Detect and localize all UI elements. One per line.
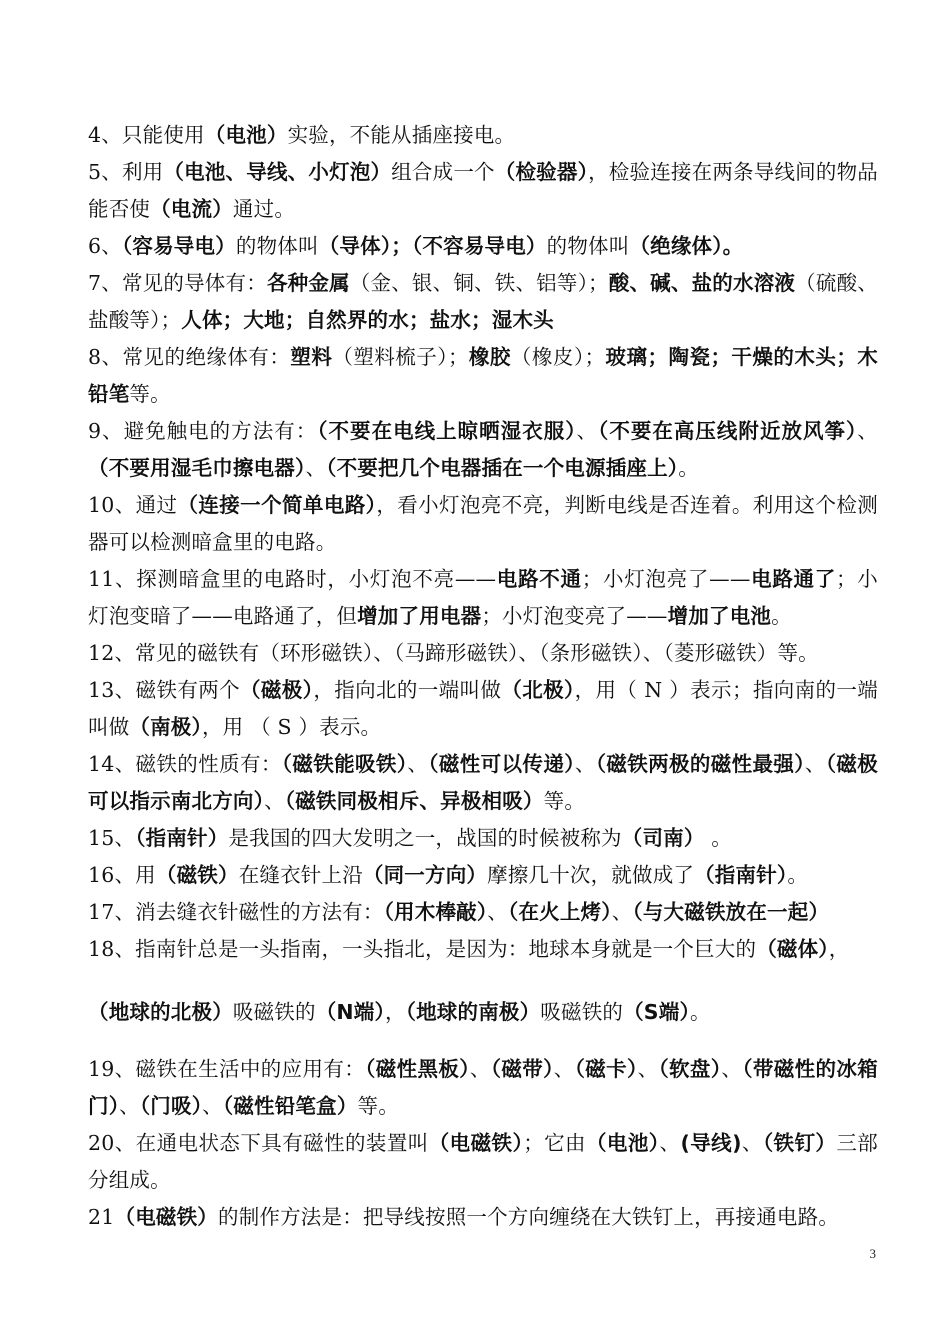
paragraph-15 <box>88 820 878 857</box>
text-run: 的物体叫 <box>546 234 630 258</box>
document-body <box>88 117 878 1236</box>
paragraph-11 <box>88 561 878 635</box>
bold-text: （容易导电） <box>121 234 236 258</box>
text-run: ，看小灯泡亮不亮，判断电线是否连着。利用这个检测器可以检测暗盒里的电路。 <box>88 493 878 554</box>
text-run: （金、银、铜、铁、铝等）； <box>349 271 609 295</box>
paragraph-13 <box>88 672 878 746</box>
text-run: 、 <box>305 456 327 480</box>
text-run: ，用（ N ）表示；指向南的一端叫做 <box>88 678 878 739</box>
bold-text: （南极） <box>129 715 202 739</box>
text-run: 在缝衣针上沿 <box>238 863 363 887</box>
bold-text: （在火上烤） <box>508 900 612 924</box>
text-run: 。 <box>771 604 792 628</box>
text-run: 吸磁铁的 <box>232 1000 316 1024</box>
text-run: ；小灯泡变亮了—— <box>481 604 668 628</box>
bold-text: （导体）；（不容易导电） <box>318 234 547 258</box>
text-run: 的物体叫 <box>235 234 319 258</box>
paragraph-6 <box>88 228 878 265</box>
text-run: 、 <box>202 1094 223 1118</box>
bold-text: 人体；大地；自然界的水；盐水；湿木头 <box>181 308 554 332</box>
bold-text: （电池） <box>586 1131 660 1155</box>
paragraph-9 <box>88 413 878 487</box>
text-run: 摩擦几十次，就做成了 <box>487 863 695 887</box>
text-run: ；小灯泡变暗了——电路通了，但 <box>88 567 878 628</box>
bold-text: （不要在电线上晾晒湿衣服） <box>317 419 577 443</box>
bold-text: （用木棒敲） <box>383 900 488 924</box>
text-run: 、 <box>741 1131 763 1155</box>
bold-text: （磁带） <box>490 1057 554 1081</box>
bold-text: （磁体） <box>756 937 829 961</box>
bold-text: （带磁性的冰箱门） <box>88 1057 878 1118</box>
bold-text: （铁钉） <box>762 1131 837 1155</box>
bold-text: （电池） <box>204 123 288 147</box>
text-run: 17、消去缝衣针磁性的方法有： <box>88 900 384 924</box>
bold-text: （连接一个简单电路） <box>177 493 377 517</box>
bold-text: 橡胶 <box>468 345 511 369</box>
text-run: 15、 <box>88 826 136 850</box>
text-run: 4、只能使用 <box>88 123 205 147</box>
bold-text: （磁铁同极相斥、异极相吸） <box>284 789 544 813</box>
text-run: 、 <box>637 1057 659 1081</box>
text-run: 、 <box>487 900 508 924</box>
bold-text: （磁极） <box>240 678 314 702</box>
text-run: 9、避免触电的方法有： <box>88 419 318 443</box>
text-run: 、 <box>576 419 599 443</box>
text-run: 19、磁铁在生活中的应用有： <box>88 1057 366 1081</box>
paragraph-4 <box>88 117 878 154</box>
bold-text: （地球的南极） <box>405 1000 541 1024</box>
paragraph-17 <box>88 894 878 931</box>
bold-text: （电磁铁） <box>114 1205 218 1229</box>
text-run: 14、磁铁的性质有： <box>88 752 282 776</box>
bold-text: （同一方向） <box>362 863 488 887</box>
text-run: （硫酸、盐酸等）； <box>88 271 878 332</box>
page-number: 3 <box>869 1246 876 1261</box>
bold-text: （磁卡） <box>574 1057 638 1081</box>
bold-text: （电流） <box>150 197 233 221</box>
text-run: 21 <box>88 1205 115 1229</box>
text-run: ，指向北的一端叫做 <box>313 678 502 702</box>
bold-text: （不要在高压线附近放风筝） <box>598 419 858 443</box>
bold-text: （磁性黑板） <box>365 1057 470 1081</box>
bold-text: 玻璃；陶瓷；干燥的木头；木铅笔 <box>88 345 878 406</box>
text-run: 、 <box>574 752 596 776</box>
paragraph-20 <box>88 1125 878 1199</box>
paragraph-5 <box>88 154 878 228</box>
text-run: ， <box>828 937 850 961</box>
bold-text: （磁性铅笔盒） <box>222 1094 358 1118</box>
paragraph-16 <box>88 857 878 894</box>
paragraph-12 <box>88 635 878 672</box>
bold-text: （不要把几个电器插在一个电源插座上） <box>326 456 679 480</box>
bold-text: （S端） <box>623 1000 690 1024</box>
text-run: ，检验连接在两条导线间的物品能否使 <box>88 160 879 221</box>
bold-text: （磁铁两极的磁性最强） <box>595 752 805 776</box>
bold-text: （N端） <box>315 1000 385 1024</box>
text-run: 通过。 <box>232 197 296 221</box>
bold-text: （指南针） <box>694 863 788 887</box>
text-run: 、 <box>857 419 878 443</box>
paragraph-18 <box>88 931 878 968</box>
bold-text: （绝缘体）。 <box>629 234 744 258</box>
text-run: 12、常见的磁铁有（环形磁铁）、（马蹄形磁铁）、（条形磁铁）、（菱形磁铁）等。 <box>88 641 819 665</box>
text-run: 、 <box>804 752 826 776</box>
text-run: 。 <box>689 1000 711 1024</box>
text-run: 组合成一个 <box>391 160 495 184</box>
text-run: 、 <box>469 1057 491 1081</box>
text-run: 是我国的四大发明之一，战国的时候被称为 <box>228 826 622 850</box>
text-run: 20、在通电状态下具有磁性的装置叫 <box>88 1131 429 1155</box>
bold-text: 电路通了 <box>750 567 837 591</box>
text-run: 、 <box>553 1057 575 1081</box>
text-run: 11、探测暗盒里的电路时，小灯泡不亮—— <box>88 567 497 591</box>
text-run: 实验，不能从插座接电。 <box>287 123 516 147</box>
paragraph-21 <box>88 1199 878 1236</box>
text-run: 10、通过 <box>88 493 178 517</box>
text-run: 、 <box>119 1094 140 1118</box>
paragraph-18-continued <box>88 994 878 1031</box>
bold-text: （检验器） <box>494 160 589 184</box>
text-run: （塑料梳子）； <box>332 345 469 369</box>
bold-text: （不要用湿毛巾擦电器） <box>88 456 306 480</box>
paragraph-10 <box>88 487 878 561</box>
text-run: 5、利用 <box>88 160 164 184</box>
bold-text: 酸、碱、盐的水溶液 <box>608 271 796 295</box>
bold-text: 各种金属 <box>266 271 350 295</box>
bold-text: （北极） <box>501 678 575 702</box>
bold-text: （司南） <box>621 826 705 850</box>
paragraph-8 <box>88 339 878 413</box>
text-run: 16、用 <box>88 863 156 887</box>
paragraph-19 <box>88 1051 878 1125</box>
text-run: ；它由 <box>523 1131 586 1155</box>
text-run: 、 <box>407 752 429 776</box>
text-run: 。 <box>704 826 732 850</box>
bold-text: （磁极可以指示南北方向） <box>88 752 879 813</box>
text-run: 18、指南针总是一头指南，一头指北，是因为：地球本身就是一个巨大的 <box>88 937 757 961</box>
text-run: 、 <box>264 789 285 813</box>
text-run: 、 <box>611 900 633 924</box>
text-run: 三部分组成。 <box>88 1131 878 1192</box>
bold-text: （磁性可以传递） <box>428 752 575 776</box>
text-run: 。 <box>678 456 699 480</box>
text-run: （橡皮）； <box>510 345 606 369</box>
text-run: 、 <box>721 1057 743 1081</box>
text-run: 。 <box>787 863 809 887</box>
paragraph-14 <box>88 746 878 820</box>
text-run: 等。 <box>129 382 171 406</box>
bold-text: （电池、导线、小灯泡） <box>163 160 392 184</box>
text-run: 、 <box>659 1131 681 1155</box>
bold-text: 塑料 <box>290 345 333 369</box>
text-run: 的制作方法是：把导线按照一个方向缠绕在大铁钉上，再接通电路。 <box>218 1205 839 1229</box>
text-run: ， <box>384 1000 406 1024</box>
text-run: 等。 <box>543 789 586 813</box>
bold-text: （软盘） <box>658 1057 722 1081</box>
bold-text: （与大磁铁放在一起） <box>632 900 830 924</box>
text-run: 6、 <box>88 234 122 258</box>
bold-text: （地球的北极） <box>88 1000 233 1024</box>
paragraph-7 <box>88 265 878 339</box>
text-run: 13、磁铁有两个 <box>88 678 241 702</box>
text-run: 8、常见的绝缘体有： <box>88 345 291 369</box>
text-run: ，用 （ S ）表示。 <box>201 715 382 739</box>
bold-text: （电磁铁） <box>428 1131 524 1155</box>
text-run: 等。 <box>357 1094 399 1118</box>
bold-text: （门吸） <box>139 1094 203 1118</box>
bold-text: (导线) <box>680 1131 742 1155</box>
text-run: 7、常见的导体有： <box>88 271 267 295</box>
bold-text: （指南针） <box>135 826 229 850</box>
text-run: 吸磁铁的 <box>540 1000 624 1024</box>
bold-text: 增加了用电器 <box>357 604 482 628</box>
bold-text: （磁铁） <box>155 863 239 887</box>
bold-text: （磁铁能吸铁） <box>281 752 408 776</box>
bold-text: 电路不通 <box>496 567 582 591</box>
text-run: ；小灯泡亮了—— <box>581 567 751 591</box>
bold-text: 增加了电池 <box>667 604 772 628</box>
